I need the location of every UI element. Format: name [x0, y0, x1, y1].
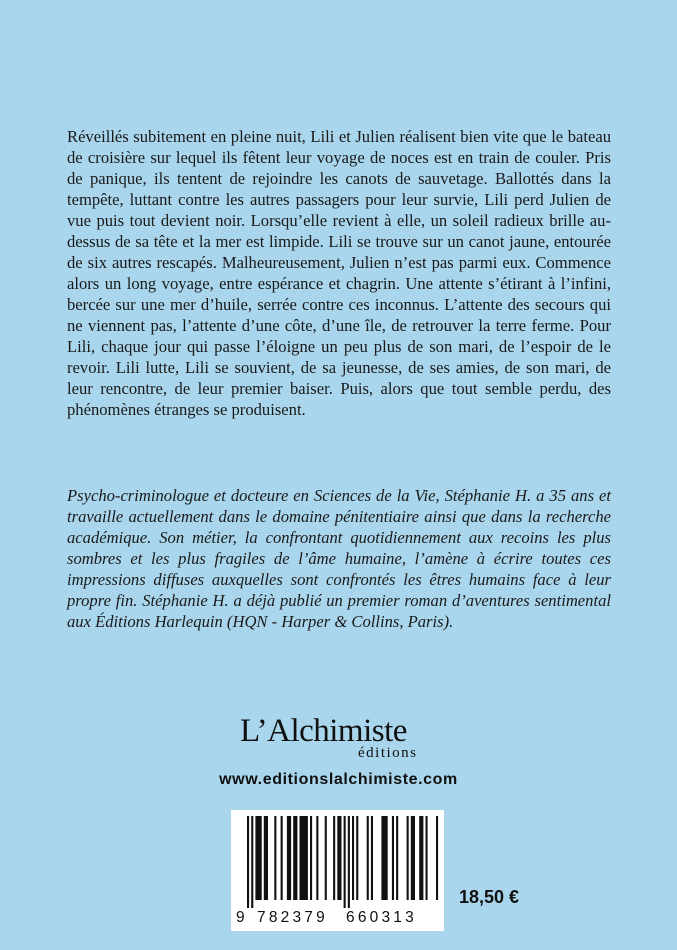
barcode-bar	[264, 816, 268, 900]
barcode-bar	[436, 816, 438, 900]
barcode-bar	[411, 816, 415, 900]
barcode-bar	[310, 816, 312, 900]
barcode-bar	[381, 816, 387, 900]
barcode-bar	[337, 816, 341, 900]
isbn-barcode	[231, 810, 444, 931]
barcode-bar	[316, 816, 318, 900]
barcode-bar	[396, 816, 398, 900]
barcode-bar	[281, 816, 283, 900]
barcode-bar	[274, 816, 276, 900]
barcode-guard-bar	[344, 816, 346, 908]
barcode-bar	[426, 816, 428, 900]
isbn-group-2: 660313	[346, 909, 417, 926]
barcode-bar	[287, 816, 291, 900]
barcode-bar	[255, 816, 261, 900]
barcode-bar	[367, 816, 369, 900]
back-cover-summary: Réveillés subitement en pleine nuit, Lili et Julien réalisent bien vite que le bateau de croisière sur lequel ils fêtent leur voyage de noces est en train de couler. Pris de panique, ils tentent de rejoindre les canots de sauvetage. Ballottés dans la tempête, luttant contre les autres passagers pour leur survie, Lili perd Julien de vue puis tout devient noir. Lorsqu’elle revient à elle, un soleil radieux brille au-dessus de sa tête et la mer est limpide. Lili se trouve sur un canot jaune, entourée de six autres rescapés. Malheureusement, Julien n’est pas parmi eux. Commence alors un long voyage, entre espérance et chagrin. Une attente s’étirant à l’infini, bercée sur une mer d’huile, serrée contre ces inconnus. L’attente des secours qui ne viennent pas, l’attente d’une côte, d’une île, de retrouver la terre ferme. Pour Lili, chaque jour qui passe l’éloigne un peu plus de son mari, de l’espoir de le revoir. Lili lutte, Lili se souvient, de sa jeunesse, de ses amies, de son mari, de leur rencontre, de leur premier baiser. Puis, alors que tout semble perdu, des phénomènes étranges se produisent.	[67, 127, 611, 419]
barcode-bar	[419, 816, 423, 900]
barcode-bar	[371, 816, 373, 900]
isbn-first-digit: 9	[236, 909, 245, 926]
barcode-bar	[300, 816, 308, 900]
barcode-guard-bar	[247, 816, 249, 908]
barcode-bar	[392, 816, 394, 900]
author-biography: Psycho-criminologue et docteure en Sciences de la Vie, Stéphanie H. a 35 ans et travaille actuellement dans le domaine pénitentiaire ainsi que dans la recherche académique. Son métier, la confrontant quotidiennement aux recoins les plus sombres et les plus fragiles de l’âme humaine, l’amène à écrire toutes ces impressions diffuses auxquelles sont confrontés les êtres humains face à leur propre fin. Stéphanie H. a déjà publié un premier roman d’aventures sentimental aux Éditions Harlequin (HQN - Harper & Collins, Paris).	[67, 486, 611, 631]
publisher-subtitle: éditions	[358, 745, 418, 761]
publisher-website[interactable]: www.editionslalchimiste.com	[219, 771, 458, 788]
publisher-logo	[240, 713, 440, 763]
price-label: 18,50 €	[459, 887, 520, 907]
barcode-bar	[352, 816, 354, 900]
barcode-bar	[293, 816, 297, 900]
barcode-bars	[235, 816, 440, 908]
barcode-bar	[407, 816, 409, 900]
barcode-guard-bar	[348, 816, 350, 908]
barcode-guard-bar	[251, 816, 253, 908]
isbn-group-1: 782379	[257, 909, 328, 926]
barcode-bar	[356, 816, 358, 900]
barcode-bar	[333, 816, 335, 900]
barcode-bar	[325, 816, 327, 900]
publisher-name: L’Alchimiste	[240, 713, 407, 749]
